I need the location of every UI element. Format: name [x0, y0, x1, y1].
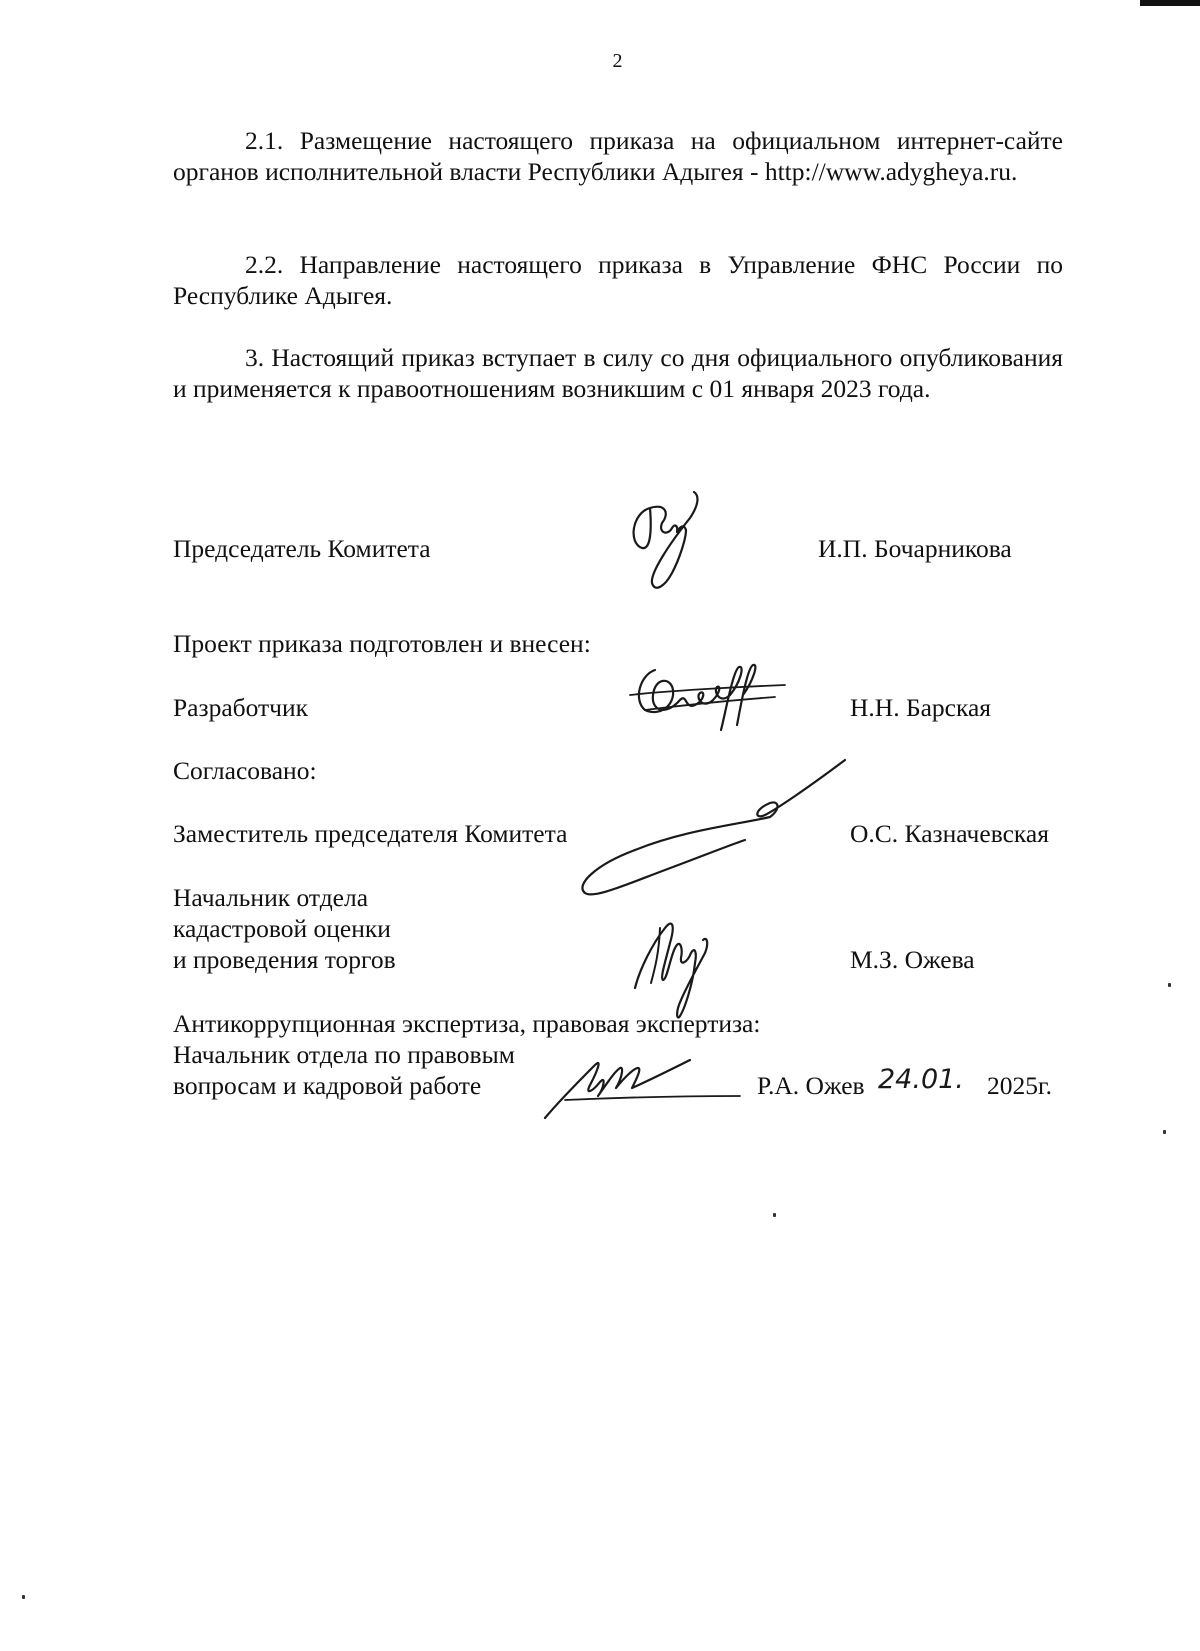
cadastral-title-line-2: кадастровой оценки — [173, 914, 391, 943]
paragraph-2-2: 2.2. Направление настоящего приказа в Управление ФНС России по Республике Адыгея. — [173, 250, 1063, 310]
legal-head-name: Р.А. Ожев — [757, 1071, 865, 1100]
legal-title-line-1: Начальник отдела по правовым — [173, 1040, 515, 1069]
cadastral-title-line-1: Начальник отдела — [173, 883, 369, 912]
scan-speck — [773, 1213, 776, 1217]
developer-name: Н.Н. Барская — [850, 693, 992, 722]
legal-head-signature — [540, 1030, 750, 1125]
scan-edge-mark — [1140, 0, 1200, 6]
developer-title: Разработчик — [173, 693, 309, 722]
expertise-heading: Антикоррупционная экспертиза, правовая экспертиза: — [173, 1009, 761, 1038]
agreed-heading: Согласовано: — [173, 756, 317, 785]
deputy-signature — [565, 755, 855, 905]
cadastral-title-line-3: и проведения торгов — [173, 945, 396, 974]
cadastral-head-signature — [625, 908, 735, 1023]
legal-title-line-2: вопросам и кадровой работе — [173, 1071, 482, 1100]
deputy-name: О.С. Казначевская — [850, 819, 1049, 848]
developer-signature — [625, 655, 790, 735]
scan-speck — [1163, 1130, 1166, 1134]
chairman-title: Председатель Комитета — [173, 534, 431, 563]
page-number: 2 — [612, 50, 623, 72]
deputy-title: Заместитель председателя Комитета — [173, 819, 568, 848]
chairman-name: И.П. Бочарникова — [818, 534, 1012, 563]
paragraph-3: 3. Настоящий приказ вступает в силу со дня официального опубликования и применяется к правоотношениям возникшим с 01 января 2023 года. — [173, 343, 1063, 403]
scan-speck — [1168, 983, 1171, 987]
chairman-signature — [620, 488, 720, 598]
cadastral-head-name: М.З. Ожева — [850, 945, 975, 974]
scan-speck — [22, 1595, 25, 1599]
handwritten-date: 24.01. — [878, 1064, 964, 1095]
prepared-heading: Проект приказа подготовлен и внесен: — [173, 629, 591, 658]
date-suffix: 2025г. — [987, 1071, 1052, 1100]
paragraph-2-1: 2.1. Размещение настоящего приказа на официальном интернет-сайте органов исполнительной власти Республики Адыгея - http://www.adygheya.ru. — [173, 126, 1063, 186]
